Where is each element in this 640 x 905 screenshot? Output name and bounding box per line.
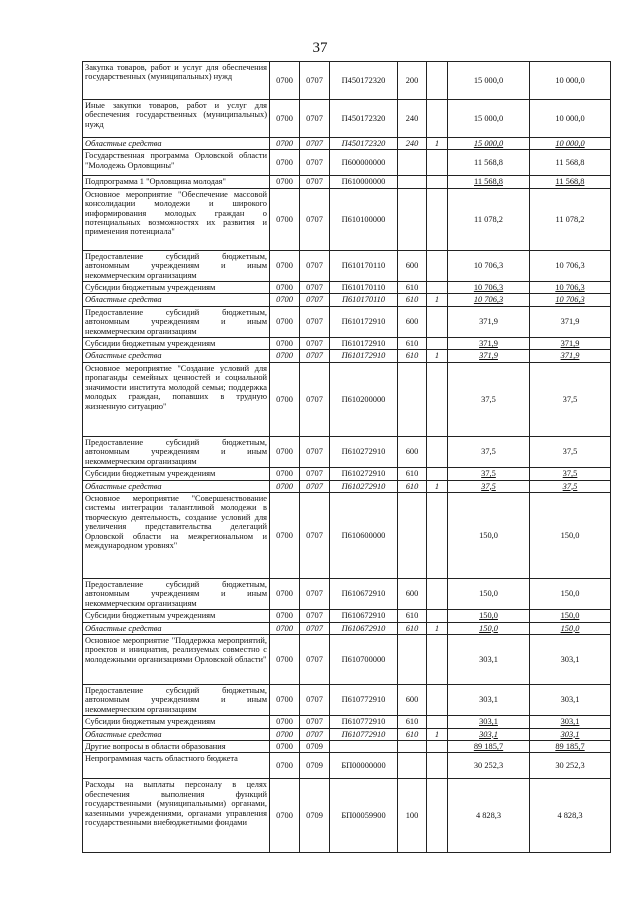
row-amount-1: 371,9 [448,306,530,337]
row-section: 0700 [270,250,300,281]
row-section: 0700 [270,622,300,634]
row-subsection: 0707 [300,338,330,350]
table-row [83,250,611,281]
row-target-code: П610172910 [330,306,398,337]
row-subsection: 0707 [300,362,330,436]
row-amount-1: 10 706,3 [448,294,530,306]
row-expense-type: 600 [398,306,427,337]
row-amount-1: 303,1 [448,684,530,715]
row-source-code [427,436,448,467]
row-target-code: П610772910 [330,728,398,740]
row-subsection: 0707 [300,728,330,740]
row-amount-2: 150,0 [530,622,611,634]
row-name: Закупка товаров, работ и услуг для обеспечения государственных (муниципальных) нужд [83,62,270,100]
row-expense-type: 610 [398,716,427,728]
row-source-code [427,753,448,779]
row-amount-2: 10 706,3 [530,282,611,294]
row-target-code: П610700000 [330,634,398,684]
row-source-code [427,282,448,294]
row-amount-2: 10 706,3 [530,294,611,306]
row-target-code [330,740,398,752]
row-subsection: 0707 [300,176,330,188]
row-target-code: П610672910 [330,610,398,622]
table-row [83,622,611,634]
row-name: Иные закупки товаров, работ и услуг для обеспечения государственных (муниципальных) нужд [83,100,270,138]
row-amount-2: 89 185,7 [530,740,611,752]
row-source-code [427,468,448,480]
row-amount-2: 303,1 [530,716,611,728]
row-name: Предоставление субсидий бюджетным, автономным учреждениям и иным некоммерческим организациям [83,250,270,281]
row-source-code [427,306,448,337]
row-expense-type [398,176,427,188]
row-name: Предоставление субсидий бюджетным, автономным учреждениям и иным некоммерческим организациям [83,684,270,715]
row-amount-1: 10 706,3 [448,282,530,294]
row-target-code: БП00000000 [330,753,398,779]
row-expense-type: 610 [398,468,427,480]
row-expense-type [398,634,427,684]
row-subsection: 0707 [300,468,330,480]
row-expense-type [398,492,427,578]
row-subsection: 0707 [300,150,330,176]
row-subsection: 0707 [300,492,330,578]
row-amount-2: 303,1 [530,728,611,740]
row-source-code: 1 [427,622,448,634]
row-expense-type: 610 [398,338,427,350]
row-source-code [427,716,448,728]
row-name: Областные средства [83,294,270,306]
row-section: 0700 [270,753,300,779]
row-name: Предоставление субсидий бюджетным, автономным учреждениям и иным некоммерческим организациям [83,436,270,467]
row-section: 0700 [270,436,300,467]
row-source-code [427,176,448,188]
table-row [83,100,611,138]
table-row [83,728,611,740]
row-amount-1: 10 706,3 [448,250,530,281]
row-amount-2: 150,0 [530,492,611,578]
row-source-code [427,684,448,715]
row-amount-2: 371,9 [530,338,611,350]
row-name: Субсидии бюджетным учреждениям [83,338,270,350]
row-target-code: П610272910 [330,480,398,492]
row-subsection: 0707 [300,634,330,684]
row-subsection: 0707 [300,716,330,728]
row-amount-2: 10 000,0 [530,100,611,138]
row-section: 0700 [270,338,300,350]
table-row [83,480,611,492]
row-amount-2: 150,0 [530,610,611,622]
row-expense-type [398,362,427,436]
row-amount-2: 37,5 [530,468,611,480]
row-amount-2: 4 828,3 [530,779,611,853]
row-source-code [427,779,448,853]
row-subsection: 0707 [300,250,330,281]
row-section: 0700 [270,610,300,622]
row-name: Основное мероприятие "Обеспечение массовой консолидации молодежи и широкого информирования молодых граждан о потенциальных возможностях их развития и применения потенциала" [83,188,270,250]
row-expense-type: 610 [398,622,427,634]
row-expense-type [398,740,427,752]
row-target-code: П610172910 [330,350,398,362]
row-amount-1: 371,9 [448,350,530,362]
row-name: Другие вопросы в области образования [83,740,270,752]
budget-table [82,61,611,853]
row-name: Областные средства [83,728,270,740]
row-subsection: 0707 [300,622,330,634]
row-subsection: 0707 [300,282,330,294]
table-row [83,436,611,467]
row-source-code [427,578,448,609]
table-row [83,62,611,100]
row-source-code: 1 [427,138,448,150]
row-section: 0700 [270,362,300,436]
row-source-code: 1 [427,294,448,306]
row-target-code: П610000000 [330,176,398,188]
table-row [83,176,611,188]
row-subsection: 0707 [300,350,330,362]
row-amount-2: 11 568,8 [530,150,611,176]
row-target-code: П610170110 [330,250,398,281]
row-name: Основное мероприятие "Создание условий для пропаганды семейных ценностей и социальной значимости института молодой семьи; поддержка молодых граждан, попавших в трудную жизненную ситуацию" [83,362,270,436]
row-section: 0700 [270,306,300,337]
row-expense-type: 200 [398,62,427,100]
row-amount-1: 11 568,8 [448,150,530,176]
row-amount-1: 15 000,0 [448,62,530,100]
table-row [83,753,611,779]
row-target-code: П600000000 [330,150,398,176]
row-source-code [427,188,448,250]
row-target-code: П450172320 [330,62,398,100]
table-row [83,610,611,622]
row-amount-2: 371,9 [530,350,611,362]
row-source-code [427,100,448,138]
row-amount-2: 10 706,3 [530,250,611,281]
table-row [83,684,611,715]
row-target-code: БП00059900 [330,779,398,853]
row-subsection: 0707 [300,294,330,306]
row-source-code: 1 [427,728,448,740]
row-name: Субсидии бюджетным учреждениям [83,282,270,294]
row-subsection: 0707 [300,188,330,250]
row-amount-2: 37,5 [530,480,611,492]
row-amount-2: 37,5 [530,436,611,467]
row-amount-1: 150,0 [448,622,530,634]
row-expense-type: 600 [398,436,427,467]
row-name: Предоставление субсидий бюджетным, автономным учреждениям и иным некоммерческим организациям [83,306,270,337]
row-amount-1: 11 568,8 [448,176,530,188]
table-row [83,282,611,294]
row-section: 0700 [270,188,300,250]
row-expense-type: 610 [398,610,427,622]
row-amount-2: 11 568,8 [530,176,611,188]
row-source-code [427,492,448,578]
row-section: 0700 [270,634,300,684]
row-name: Подпрограмма 1 "Орловщина молодая" [83,176,270,188]
row-section: 0700 [270,350,300,362]
row-target-code: П610272910 [330,436,398,467]
table-row [83,779,611,853]
row-expense-type: 240 [398,100,427,138]
row-expense-type: 600 [398,250,427,281]
table-row [83,578,611,609]
row-amount-1: 303,1 [448,634,530,684]
row-amount-1: 303,1 [448,728,530,740]
row-section: 0700 [270,480,300,492]
row-section: 0700 [270,492,300,578]
row-subsection: 0709 [300,740,330,752]
row-section: 0700 [270,728,300,740]
row-subsection: 0707 [300,100,330,138]
row-expense-type [398,753,427,779]
row-expense-type: 240 [398,138,427,150]
row-amount-2: 303,1 [530,634,611,684]
row-subsection: 0707 [300,62,330,100]
row-expense-type: 610 [398,282,427,294]
row-subsection: 0707 [300,610,330,622]
row-target-code: П610672910 [330,622,398,634]
table-row [83,362,611,436]
row-source-code [427,338,448,350]
row-name: Основное мероприятие "Поддержка мероприятий, проектов и инициатив, реализуемых совместно с молодежными организациями Орловской области" [83,634,270,684]
row-amount-2: 37,5 [530,362,611,436]
row-target-code: П450172320 [330,138,398,150]
row-section: 0700 [270,578,300,609]
row-target-code: П610672910 [330,578,398,609]
row-amount-1: 37,5 [448,436,530,467]
row-amount-1: 150,0 [448,578,530,609]
row-source-code [427,634,448,684]
row-name: Непрограммная часть областного бюджета [83,753,270,779]
row-amount-2: 30 252,3 [530,753,611,779]
row-name: Субсидии бюджетным учреждениям [83,716,270,728]
row-subsection: 0707 [300,684,330,715]
row-amount-1: 37,5 [448,362,530,436]
row-section: 0700 [270,282,300,294]
row-subsection: 0707 [300,306,330,337]
row-source-code [427,62,448,100]
row-amount-1: 11 078,2 [448,188,530,250]
row-amount-1: 30 252,3 [448,753,530,779]
row-name: Субсидии бюджетным учреждениям [83,610,270,622]
row-source-code [427,362,448,436]
row-amount-1: 150,0 [448,610,530,622]
row-section: 0700 [270,138,300,150]
row-target-code: П610170110 [330,294,398,306]
table-row [83,350,611,362]
row-section: 0700 [270,684,300,715]
row-target-code: П610600000 [330,492,398,578]
row-amount-1: 150,0 [448,492,530,578]
row-section: 0700 [270,468,300,480]
row-source-code [427,610,448,622]
row-subsection: 0707 [300,578,330,609]
row-source-code: 1 [427,480,448,492]
budget-table-body [83,62,611,853]
row-expense-type: 600 [398,684,427,715]
row-amount-1: 89 185,7 [448,740,530,752]
row-subsection: 0709 [300,753,330,779]
row-target-code: П610170110 [330,282,398,294]
row-name: Основное мероприятие "Совершенствование системы интеграции талантливой молодежи в творческую деятельность, создание условий для увеличения представительства делегаций Орловской области на межрегиональном и международном уровнях" [83,492,270,578]
row-amount-2: 303,1 [530,684,611,715]
row-target-code: П450172320 [330,100,398,138]
row-amount-2: 371,9 [530,306,611,337]
row-subsection: 0707 [300,138,330,150]
row-amount-1: 37,5 [448,480,530,492]
row-section: 0700 [270,716,300,728]
row-name: Областные средства [83,138,270,150]
row-target-code: П610172910 [330,338,398,350]
row-section: 0700 [270,150,300,176]
row-expense-type: 610 [398,350,427,362]
row-expense-type [398,150,427,176]
table-row [83,188,611,250]
row-section: 0700 [270,176,300,188]
table-row [83,634,611,684]
table-row [83,138,611,150]
table-row [83,740,611,752]
row-source-code [427,150,448,176]
row-amount-2: 10 000,0 [530,62,611,100]
row-amount-1: 303,1 [448,716,530,728]
row-expense-type: 610 [398,480,427,492]
row-section: 0700 [270,779,300,853]
table-row [83,716,611,728]
row-amount-2: 10 000,0 [530,138,611,150]
row-amount-2: 11 078,2 [530,188,611,250]
row-target-code: П610772910 [330,716,398,728]
row-subsection: 0707 [300,480,330,492]
table-row [83,294,611,306]
row-target-code: П610100000 [330,188,398,250]
row-name: Субсидии бюджетным учреждениям [83,468,270,480]
row-expense-type [398,188,427,250]
row-name: Областные средства [83,622,270,634]
row-section: 0700 [270,294,300,306]
row-name: Расходы на выплаты персоналу в целях обеспечения выполнения функций государственными (муниципальными) органами, казенными учреждениями, органами управления государственными внебюджетными фондами [83,779,270,853]
row-target-code: П610272910 [330,468,398,480]
row-source-code [427,740,448,752]
row-amount-2: 150,0 [530,578,611,609]
row-expense-type: 610 [398,728,427,740]
row-source-code: 1 [427,350,448,362]
row-section: 0700 [270,100,300,138]
row-target-code: П610200000 [330,362,398,436]
row-expense-type: 100 [398,779,427,853]
row-name: Предоставление субсидий бюджетным, автономным учреждениям и иным некоммерческим организациям [83,578,270,609]
row-source-code [427,250,448,281]
row-amount-1: 15 000,0 [448,138,530,150]
table-row [83,468,611,480]
row-expense-type: 610 [398,294,427,306]
row-expense-type: 600 [398,578,427,609]
row-name: Областные средства [83,480,270,492]
row-amount-1: 371,9 [448,338,530,350]
row-name: Областные средства [83,350,270,362]
row-amount-1: 37,5 [448,468,530,480]
row-amount-1: 15 000,0 [448,100,530,138]
row-amount-1: 4 828,3 [448,779,530,853]
row-target-code: П610772910 [330,684,398,715]
table-row [83,492,611,578]
table-row [83,338,611,350]
table-row [83,150,611,176]
page-number: 37 [312,40,328,56]
row-subsection: 0709 [300,779,330,853]
row-subsection: 0707 [300,436,330,467]
row-section: 0700 [270,62,300,100]
table-row [83,306,611,337]
row-section: 0700 [270,740,300,752]
row-name: Государственная программа Орловской области "Молодежь Орловщины" [83,150,270,176]
